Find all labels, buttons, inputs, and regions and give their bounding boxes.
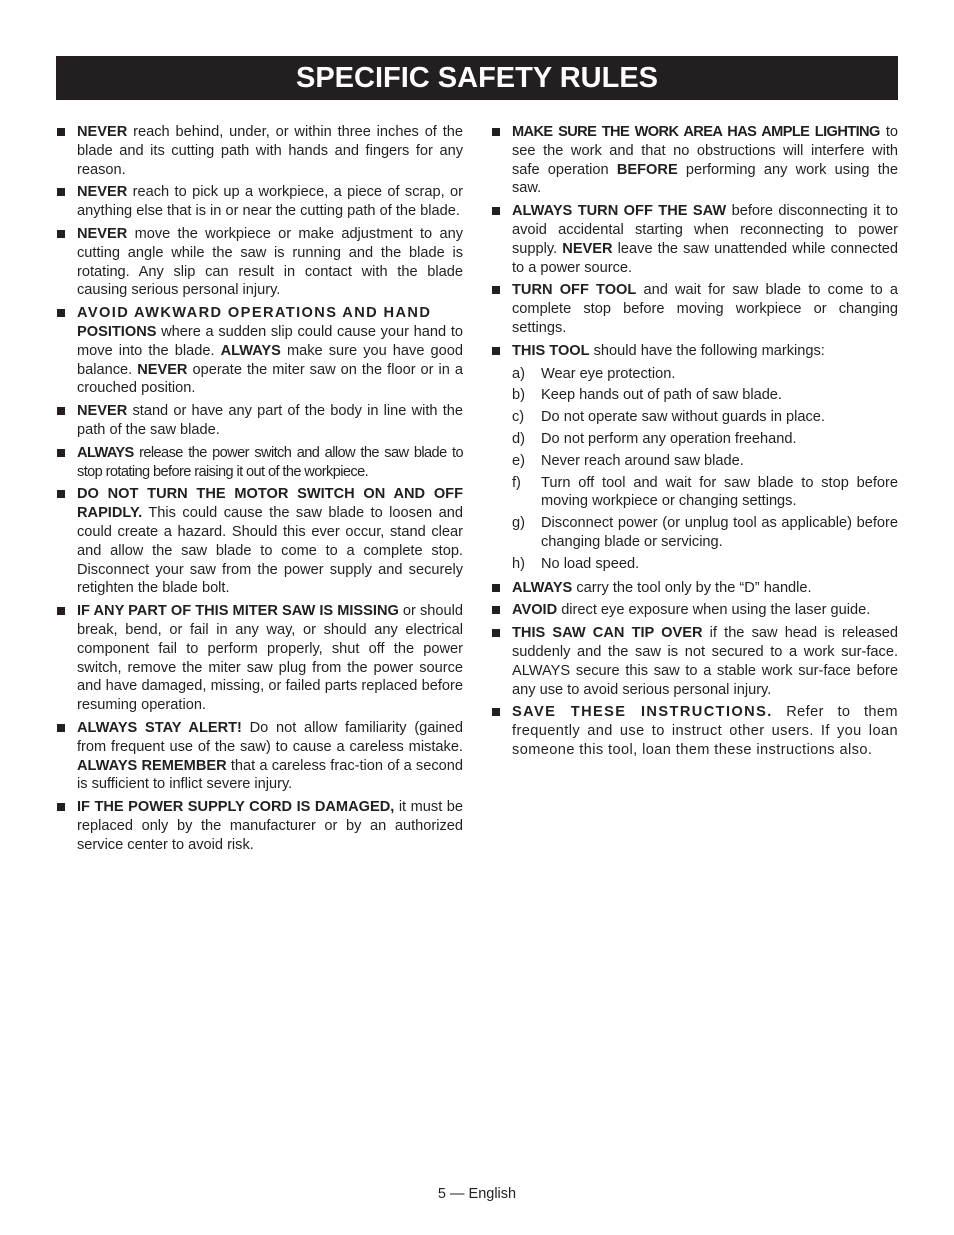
list-item (56, 798, 463, 854)
square-bullet-icon (57, 490, 65, 498)
list-item (491, 123, 898, 198)
item-emphasis: ALWAYS REMEMBER (77, 757, 227, 774)
item-lead: NEVER (77, 184, 128, 201)
list-item (491, 601, 898, 620)
marking-item (491, 555, 898, 574)
item-text: to see the work and that no obstructions will interfere with safe operation (512, 124, 898, 178)
item-text: if the saw head is released suddenly and the saw is not secured to a work sur-face. ALWAYS secure this saw to a stable work sur-face before any use to avoid serious personal injury. (512, 625, 898, 698)
list-item (56, 123, 463, 179)
list-item (491, 703, 898, 759)
square-bullet-icon (57, 230, 65, 238)
item-text: carry the tool only by the “D” handle. (572, 579, 812, 596)
square-bullet-icon (492, 708, 500, 716)
square-bullet-icon (57, 449, 65, 457)
square-bullet-icon (57, 128, 65, 136)
square-bullet-icon (57, 803, 65, 811)
item-lead: ALWAYS STAY ALERT! (77, 719, 242, 736)
item-text: leave the saw unattended while connected to a power source. (512, 240, 898, 276)
marking-text: Disconnect power (or unplug tool as applicable) before changing blade or servicing. (541, 515, 898, 550)
item-lead: THIS TOOL (512, 342, 590, 359)
square-bullet-icon (492, 286, 500, 294)
square-bullet-icon (57, 724, 65, 732)
item-text: where a sudden slip could cause your hand to move into the blade. (77, 323, 463, 359)
item-lead: ALWAYS TURN OFF THE SAW (512, 203, 727, 220)
marking-letter: b) (512, 387, 525, 404)
item-text: or should break, bend, or fail in any way, or should any electrical component fail to perform properly, shut off the power switch, remove the miter saw plug from the power source and have damaged, missing, or failed parts replaced before resuming operation. (77, 603, 463, 714)
item-text: operate the miter saw on the floor or in a crouched position. (77, 361, 464, 397)
marking-item (491, 452, 898, 471)
marking-text: No load speed. (541, 555, 640, 572)
marking-letter: c) (512, 409, 525, 426)
square-bullet-icon (57, 188, 65, 196)
item-lead: MAKE SURE THE WORK AREA HAS AMPLE LIGHTING (512, 124, 880, 140)
item-text: Do not allow familiarity (gained from frequent use of the saw) to cause a careless mistake. (77, 719, 464, 755)
item-lead: TURN OFF TOOL (512, 282, 637, 299)
item-text: it must be replaced only by the manufacturer or by an authorized service center to avoid risk. (77, 799, 463, 853)
item-lead: AVOID (512, 602, 558, 619)
item-emphasis: NEVER (137, 361, 188, 378)
item-text: This could cause the saw blade to loosen and could create a hazard. Should this ever occur, stand clear and allow the saw blade to come to a complete stop. Disconnect your saw from the power supply and securely retighten the blade bolt. (77, 505, 463, 597)
item-lead: NEVER (77, 403, 128, 420)
item-lead: IF ANY PART OF THIS MITER SAW IS MISSING (77, 603, 399, 620)
marking-text: Do not operate saw without guards in place. (541, 409, 825, 426)
item-lead: ALWAYS (77, 444, 134, 461)
marking-item (491, 474, 898, 512)
item-lead-continued: POSITIONS (77, 323, 157, 340)
marking-item (491, 514, 898, 552)
item-emphasis: NEVER (562, 240, 613, 257)
marking-letter: e) (512, 452, 525, 469)
marking-letter: g) (512, 515, 525, 532)
left-column (56, 123, 463, 858)
list-item (56, 183, 463, 221)
marking-text: Do not perform any operation freehand. (541, 430, 797, 447)
square-bullet-icon (492, 347, 500, 355)
item-text: move the workpiece or make adjustment to any cutting angle while the saw is running and the blade is rotating. Any slip can result in contact with the blade causing serious personal injury. (77, 225, 463, 299)
marking-letter: h) (512, 555, 525, 572)
item-text: and wait for saw blade to come to a complete stop before moving workpiece or changing settings. (512, 282, 898, 336)
list-item (56, 225, 463, 300)
list-item (56, 602, 463, 715)
list-item (491, 202, 898, 277)
marking-item (491, 386, 898, 405)
item-emphasis: ALWAYS (220, 342, 281, 359)
page-title: SPECIFIC SAFETY RULES (295, 61, 659, 94)
item-text: reach to pick up a workpiece, a piece of scrap, or anything else that is in or near the cutting path of the blade. (77, 184, 463, 220)
square-bullet-icon (492, 207, 500, 215)
page-footer: 5 — English (437, 1186, 517, 1202)
right-column (491, 123, 898, 764)
list-item (56, 402, 463, 440)
square-bullet-icon (57, 607, 65, 615)
item-text: reach behind, under, or within three inches of the blade and its cutting path with hands and fingers for any reason. (77, 124, 463, 178)
marking-item (491, 365, 898, 384)
item-lead: ALWAYS (512, 579, 573, 596)
item-text: Refer to them frequently and use to instruct other users. If you loan someone this tool, loan them these instructions also. (512, 704, 898, 758)
item-lead: AVOID AWKWARD OPERATIONS AND HAND (77, 305, 432, 322)
marking-letter: f) (512, 474, 521, 491)
section-title-bar (56, 56, 898, 100)
list-item (56, 444, 463, 482)
marking-text: Keep hands out of path of saw blade. (541, 387, 782, 404)
item-lead: DO NOT TURN THE MOTOR SWITCH ON AND OFF RAPIDLY. (77, 486, 463, 522)
list-item (491, 624, 898, 699)
marking-text: Turn off tool and wait for saw blade to stop before moving workpiece or changing settings. (541, 474, 898, 510)
item-lead: IF THE POWER SUPPLY CORD IS DAMAGED, (77, 799, 395, 816)
item-lead: SAVE THESE INSTRUCTIONS. (512, 704, 773, 721)
list-item (491, 281, 898, 337)
marking-text: Never reach around saw blade. (541, 452, 744, 469)
marking-item (491, 430, 898, 449)
item-text: stand or have any part of the body in line with the path of the saw blade. (77, 403, 463, 438)
square-bullet-icon (492, 606, 500, 614)
square-bullet-icon (492, 128, 500, 136)
square-bullet-icon (492, 584, 500, 592)
square-bullet-icon (57, 407, 65, 415)
marking-letter: d) (512, 430, 525, 447)
list-item (491, 342, 898, 361)
list-item (491, 579, 898, 598)
item-text: should have the following markings: (589, 342, 825, 359)
item-text: release the power switch and allow the saw blade to stop rotating before raising it out of the workpiece. (77, 444, 463, 480)
list-item (56, 304, 463, 398)
list-item (56, 485, 463, 598)
item-lead: THIS SAW CAN TIP OVER (512, 625, 703, 642)
item-text: that a careless frac-tion of a second is sufficient to inflict severe injury. (77, 757, 463, 793)
item-emphasis: BEFORE (616, 161, 678, 178)
item-text: before disconnecting it to avoid accidental starting when reconnecting to power supply. (512, 203, 898, 257)
marking-letter: a) (512, 365, 525, 382)
item-lead: NEVER (77, 124, 128, 140)
marking-text: Wear eye protection. (541, 365, 676, 382)
item-lead: NEVER (77, 225, 128, 242)
item-text: direct eye exposure when using the laser guide. (557, 602, 871, 619)
list-item (56, 719, 463, 794)
item-text: performing any work using the saw. (512, 161, 898, 197)
square-bullet-icon (492, 629, 500, 637)
square-bullet-icon (57, 309, 65, 317)
item-text: make sure you have good balance. (77, 342, 464, 378)
marking-item (491, 408, 898, 427)
